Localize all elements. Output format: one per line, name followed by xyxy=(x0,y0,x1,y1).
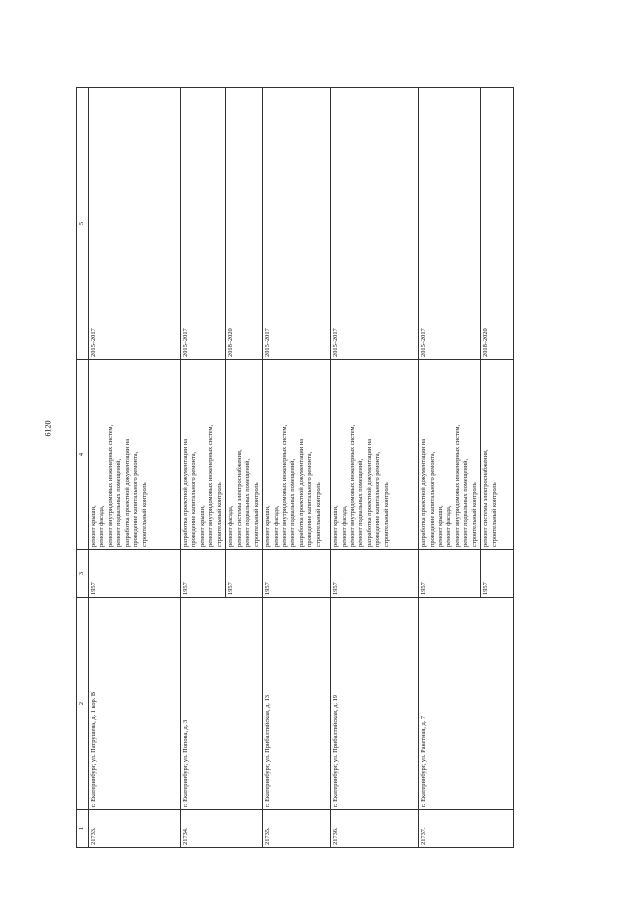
row-number: 21737. xyxy=(419,810,514,848)
header-col-1: 1 xyxy=(77,810,89,848)
work-item: ремонт системы электроснабжения, xyxy=(482,449,490,547)
period-cell: 2015–2017 xyxy=(419,88,481,360)
work-item: строительный контроль xyxy=(314,482,322,547)
work-item: проведение капитального ремонта, xyxy=(132,451,140,547)
work-item: проведение капитального ремонта, xyxy=(306,451,314,547)
work-item: ремонт фасада, xyxy=(272,505,280,547)
row-number: 21734. xyxy=(181,810,263,848)
address-cell: г. Екатеринбург, ул. Прибалтийская, д. 13 xyxy=(263,598,331,810)
period-cell: 2015–2017 xyxy=(263,88,331,360)
work-item: проведение капитального ремонта, xyxy=(190,451,198,547)
work-item: ремонт фасада, xyxy=(98,505,106,547)
work-item: ремонт крыши, xyxy=(90,505,97,547)
year-cell: 1957 xyxy=(89,550,181,598)
work-item: строительный контроль xyxy=(140,482,148,547)
row-number: 21733. xyxy=(89,810,181,848)
year-cell: 1957 xyxy=(226,550,263,598)
work-item: разработка проектной документации на xyxy=(182,438,189,547)
year-cell: 1957 xyxy=(331,550,419,598)
work-item: ремонт фасада, xyxy=(227,505,235,547)
work-item: разработка проектной документации на xyxy=(123,438,131,547)
work-item: ремонт внутридомовых инженерных систем, xyxy=(453,424,461,547)
work-item: ремонт системы электроснабжения, xyxy=(235,449,243,547)
works-cell xyxy=(481,360,514,550)
works-cell xyxy=(181,360,226,550)
work-item: ремонт подвальных помещений, xyxy=(244,458,252,547)
work-item: строительный контроль xyxy=(470,482,478,547)
work-item: ремонт внутридомовых инженерных систем, xyxy=(207,424,215,547)
period-cell: 2018–2020 xyxy=(226,88,263,360)
year-cell: 1957 xyxy=(481,550,514,598)
works-cell xyxy=(226,360,263,550)
period-cell: 2018–2020 xyxy=(481,88,514,360)
work-item: ремонт крыши, xyxy=(436,505,444,547)
works-cell xyxy=(89,360,181,550)
period-cell: 2015–2017 xyxy=(89,88,181,360)
works-cell xyxy=(331,360,419,550)
table-row xyxy=(181,88,226,848)
year-cell: 1957 xyxy=(181,550,226,598)
table-row xyxy=(331,88,419,848)
work-item: ремонт крыши, xyxy=(198,505,206,547)
address-cell: г. Екатеринбург, ул. Ракетная, д. 7 xyxy=(419,598,514,810)
work-item: ремонт фасада, xyxy=(445,505,453,547)
work-item: ремонт внутридомовых инженерных систем, xyxy=(280,424,288,547)
header-col-4: 4 xyxy=(77,360,89,550)
table-row xyxy=(263,88,331,848)
work-item: строительный контроль xyxy=(382,482,390,547)
work-item: ремонт внутридомовых инженерных систем, xyxy=(348,424,356,547)
work-item: ремонт подвальных помещений, xyxy=(462,458,470,547)
period-cell: 2015–2017 xyxy=(331,88,419,360)
year-cell: 1957 xyxy=(263,550,331,598)
page-number: 6120 xyxy=(43,420,53,437)
address-cell: г. Екатеринбург, ул. Попова, д. 3 xyxy=(181,598,263,810)
work-item: строительный контроль xyxy=(490,482,498,547)
work-item: разработка проектной документации на xyxy=(420,438,428,547)
year-cell: 1957 xyxy=(419,550,481,598)
table-body xyxy=(89,88,514,848)
row-number: 21736. xyxy=(331,810,419,848)
header-col-5: 5 xyxy=(77,88,89,360)
table-row xyxy=(419,88,481,848)
work-item: проведение капитального ремонта, xyxy=(374,451,382,547)
works-cell xyxy=(263,360,331,550)
address-cell: г. Екатеринбург, ул. Прибалтийская, д. 19 xyxy=(331,598,419,810)
rotated-table-container xyxy=(76,88,576,848)
work-item: ремонт фасада, xyxy=(340,505,348,547)
header-col-3: 3 xyxy=(77,550,89,598)
header-col-2: 2 xyxy=(77,598,89,810)
row-number: 21735. xyxy=(263,810,331,848)
period-cell: 2015–2017 xyxy=(181,88,226,360)
work-item: ремонт крыши, xyxy=(332,505,340,547)
work-item: ремонт крыши, xyxy=(264,505,272,547)
work-item: ремонт подвальных помещений, xyxy=(115,458,123,547)
works-cell xyxy=(419,360,481,550)
work-item: проведение капитального ремонта, xyxy=(428,451,436,547)
work-item: строительный контроль xyxy=(215,482,223,547)
work-item: разработка проектной документации на xyxy=(365,438,373,547)
work-item: ремонт подвальных помещений, xyxy=(357,458,365,547)
work-item: разработка проектной документации на xyxy=(297,438,305,547)
work-item: ремонт внутридомовых инженерных систем, xyxy=(106,424,114,547)
address-cell: г. Екатеринбург, ул. Патрушева, д. 1 кор. В xyxy=(89,598,181,810)
table-row xyxy=(89,88,181,848)
header-row xyxy=(77,88,89,848)
work-item: ремонт подвальных помещений, xyxy=(289,458,297,547)
repair-schedule-table xyxy=(76,87,514,848)
work-item: строительный контроль xyxy=(252,482,260,547)
